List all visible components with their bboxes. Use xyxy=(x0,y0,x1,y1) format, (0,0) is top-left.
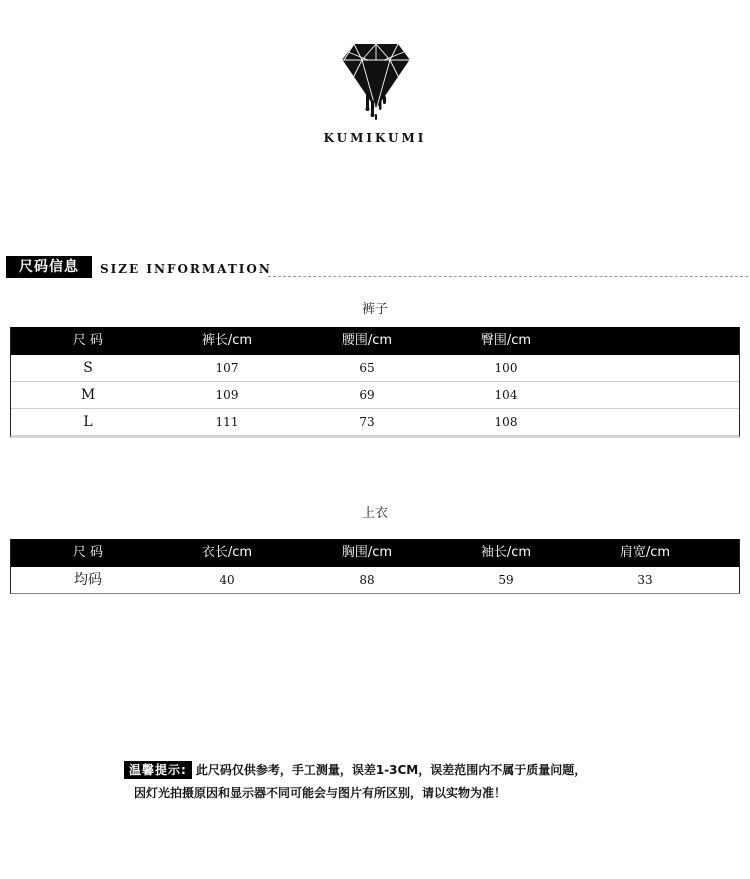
size-tip xyxy=(124,761,587,800)
table-header xyxy=(11,539,739,567)
section-tag: 尺码信息 xyxy=(6,256,92,278)
header-hip: 臀围/cm xyxy=(480,333,532,348)
header-shoulder: 肩宽/cm xyxy=(619,545,671,560)
header-size: 尺 码 xyxy=(72,545,104,560)
top-caption: 上衣 xyxy=(361,506,388,521)
tip-line-1: 此尺码仅供参考，手工测量，误差1-3CM，误差范围内不属于质量问题， xyxy=(195,763,587,777)
table-row xyxy=(11,567,739,593)
tip-line-2: 因灯光拍摄原因和显示器不同可能会与图片有所区别，请以实物为准！ xyxy=(134,786,507,800)
table-header xyxy=(11,327,739,355)
diamond-drip-icon xyxy=(338,40,414,122)
value-cell: 59 xyxy=(498,573,514,587)
pants-caption: 裤子 xyxy=(361,302,388,317)
size-cell: S xyxy=(83,360,93,376)
value-cell: 88 xyxy=(359,573,375,587)
brand-name: KUMIKUMI xyxy=(323,131,427,145)
table-row xyxy=(11,381,739,408)
pants-size-table xyxy=(10,327,740,438)
top-size-table xyxy=(10,539,740,594)
value-cell: 108 xyxy=(494,415,518,429)
table-row xyxy=(11,355,739,381)
header-length: 裤长/cm xyxy=(201,333,253,348)
size-cell: M xyxy=(80,387,96,403)
value-cell: 109 xyxy=(215,388,239,402)
value-cell: 69 xyxy=(359,388,375,402)
header-length: 衣长/cm xyxy=(201,545,253,560)
section-title: SIZE INFORMATION xyxy=(100,262,272,276)
value-cell: 111 xyxy=(215,415,239,429)
value-cell: 107 xyxy=(215,361,239,375)
header-chest: 胸围/cm xyxy=(341,545,393,560)
value-cell: 104 xyxy=(494,388,518,402)
header-sleeve: 袖长/cm xyxy=(480,545,532,560)
size-cell: L xyxy=(83,414,93,430)
tip-label: 温馨提示: xyxy=(124,761,192,779)
value-cell: 40 xyxy=(219,573,235,587)
header-waist: 腰围/cm xyxy=(341,333,393,348)
value-cell: 33 xyxy=(637,573,653,587)
value-cell: 100 xyxy=(494,361,518,375)
section-divider xyxy=(268,276,748,277)
table-row xyxy=(11,408,739,435)
value-cell: 65 xyxy=(359,361,375,375)
header-size: 尺 码 xyxy=(72,333,104,348)
value-cell: 73 xyxy=(359,415,375,429)
size-cell: 均码 xyxy=(74,572,102,588)
